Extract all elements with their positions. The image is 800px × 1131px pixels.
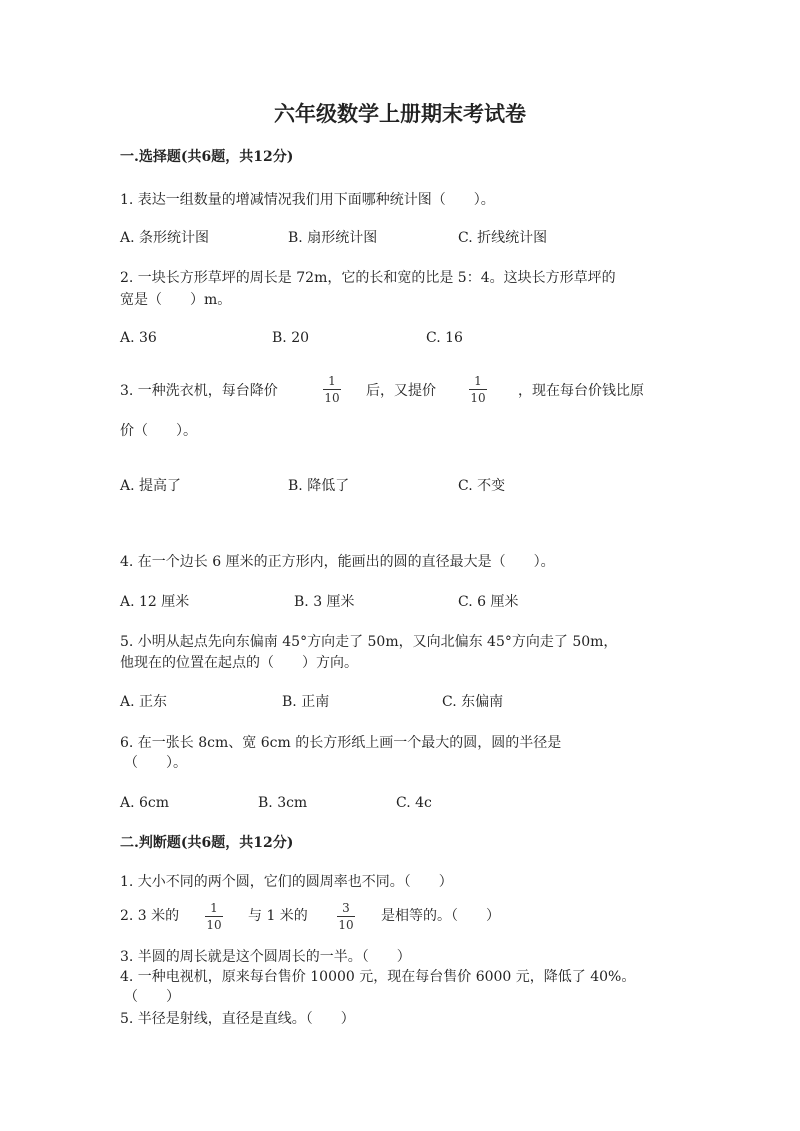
judgment-4-line-2: （ ）	[124, 989, 180, 1005]
question-3-option-b: B. 降低了	[288, 478, 350, 494]
question-3-line-2: 价（ ）。	[120, 423, 197, 439]
question-3-fraction-2	[467, 374, 489, 405]
fraction-bar	[323, 389, 341, 390]
question-3-option-a: A. 提高了	[120, 478, 182, 494]
fraction-bar	[469, 389, 487, 390]
judgment-2-fraction-2	[335, 901, 357, 932]
fraction-bar	[337, 916, 355, 917]
judgment-5-text: 5. 半径是射线，直径是直线。（ ）	[120, 1011, 355, 1027]
fraction-numerator: 1	[328, 374, 336, 388]
judgment-2-part-3: 是相等的。（ ）	[381, 908, 500, 924]
judgment-4-line-1: 4. 一种电视机，原来每台售价 10000 元，现在每台售价 6000 元，降低了 40%。	[120, 969, 636, 985]
question-5-option-a: A. 正东	[120, 694, 168, 710]
judgment-1-text: 1. 大小不同的两个圆，它们的圆周率也不同。（ ）	[120, 874, 453, 890]
fraction-numerator: 1	[210, 901, 218, 915]
fraction-denominator: 10	[338, 918, 354, 932]
question-5-option-b: B. 正南	[282, 694, 330, 710]
question-6-option-c: C. 4c	[396, 795, 432, 811]
fraction-numerator: 3	[342, 901, 350, 915]
question-1-text: 1. 表达一组数量的增减情况我们用下面哪种统计图（ ）。	[120, 192, 495, 208]
judgment-2-part-2: 与 1 米的	[248, 908, 308, 924]
question-6-option-b: B. 3cm	[258, 795, 308, 811]
question-2-option-b: B. 20	[272, 330, 310, 346]
question-3-part-2: 后，又提价	[366, 383, 436, 399]
question-3-fraction-1	[321, 374, 343, 405]
judgment-2-part-1: 2. 3 米的	[120, 908, 180, 924]
page-title: 六年级数学上册期末考试卷	[274, 101, 526, 126]
fraction-bar	[205, 916, 223, 917]
question-5-line-2: 他现在的位置在起点的（ ）方向。	[120, 655, 358, 671]
question-2-option-c: C. 16	[426, 330, 463, 346]
fraction-denominator: 10	[324, 391, 340, 405]
question-3-part-1: 3. 一种洗衣机，每台降价	[120, 383, 278, 399]
section-heading-1: 一.选择题(共6题，共12分)	[120, 149, 294, 165]
question-6-option-a: A. 6cm	[120, 795, 170, 811]
fraction-denominator: 10	[206, 918, 222, 932]
question-3-option-c: C. 不变	[458, 478, 506, 494]
question-3-part-3: ，现在每台价钱比原	[518, 383, 644, 399]
section-heading-2: 二.判断题(共6题，共12分)	[120, 835, 294, 851]
question-4-option-b: B. 3 厘米	[294, 594, 355, 610]
judgment-3-text: 3. 半圆的周长就是这个圆周长的一半。（ ）	[120, 949, 411, 965]
fraction-numerator: 1	[474, 374, 482, 388]
question-4-text: 4. 在一个边长 6 厘米的正方形内，能画出的圆的直径最大是（ ）。	[120, 554, 555, 570]
question-2-option-a: A. 36	[120, 330, 157, 346]
question-1-option-c: C. 折线统计图	[458, 230, 548, 246]
question-6-line-2: （ ）。	[124, 755, 187, 771]
question-1-option-b: B. 扇形统计图	[288, 230, 378, 246]
question-4-option-c: C. 6 厘米	[458, 594, 519, 610]
question-1-option-a: A. 条形统计图	[120, 230, 210, 246]
fraction-denominator: 10	[470, 391, 486, 405]
question-2-line-2: 宽是（ ）m。	[120, 292, 232, 308]
question-5-option-c: C. 东偏南	[442, 694, 504, 710]
question-2-line-1: 2. 一块长方形草坪的周长是 72m，它的长和宽的比是 5：4。这块长方形草坪的	[120, 270, 616, 286]
question-5-line-1: 5. 小明从起点先向东偏南 45°方向走了 50m，又向北偏东 45°方向走了 50m，	[120, 634, 618, 650]
judgment-2-fraction-1	[203, 901, 225, 932]
question-6-line-1: 6. 在一张长 8cm、宽 6cm 的长方形纸上画一个最大的圆，圆的半径是	[120, 735, 562, 751]
question-4-option-a: A. 12 厘米	[120, 594, 190, 610]
